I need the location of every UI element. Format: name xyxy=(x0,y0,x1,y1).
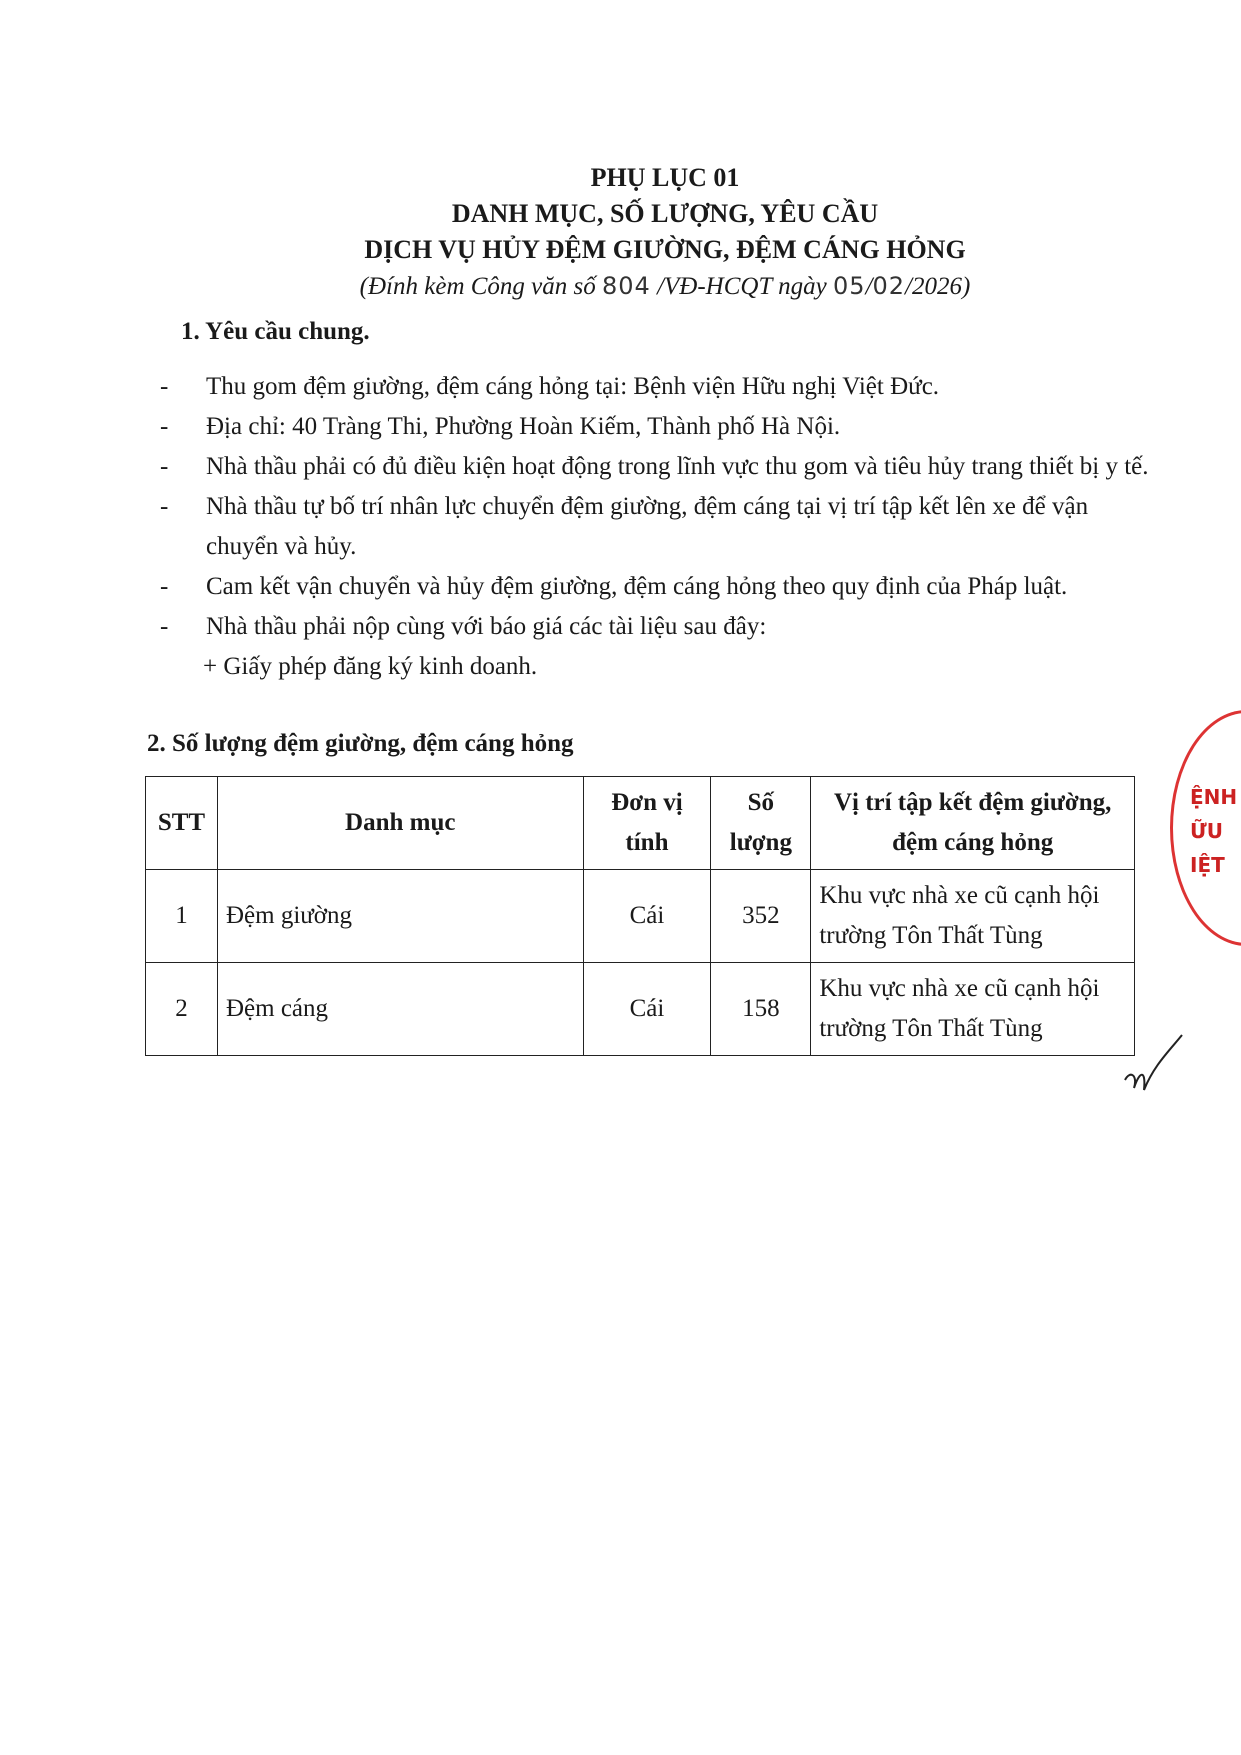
list-item: - Nhà thầu phải có đủ điều kiện hoạt động trong lĩnh vực thu gom và tiêu hủy trang thiết bị y tế. xyxy=(160,453,1149,480)
list-item: - Nhà thầu tự bố trí nhân lực chuyển đệm giường, đệm cáng tại vị trí tập kết lên xe để vận chuyển và hủy. xyxy=(160,493,1089,560)
doc-year: /2026) xyxy=(905,273,971,300)
cell-unit: Cái xyxy=(583,963,711,1056)
cell-location: Khu vực nhà xe cũ cạnh hội trường Tôn Thất Tùng xyxy=(811,870,1135,963)
table-row xyxy=(146,963,1135,1056)
header-quantity: Số lượng xyxy=(711,777,811,870)
cell-stt: 1 xyxy=(146,870,218,963)
requirements-list xyxy=(160,367,1160,687)
cell-qty: 158 xyxy=(711,963,811,1056)
cell-location: Khu vực nhà xe cũ cạnh hội trường Tôn Thất Tùng xyxy=(811,963,1135,1056)
cell-stt: 2 xyxy=(146,963,218,1056)
cell-name: Đệm giường xyxy=(217,870,583,963)
signature-icon xyxy=(1120,1030,1190,1100)
header-unit: Đơn vị tính xyxy=(583,777,711,870)
sub-item: + Giấy phép đăng ký kinh doanh. xyxy=(203,653,538,680)
list-item: - Nhà thầu phải nộp cùng với báo giá các tài liệu sau đây: xyxy=(160,613,767,640)
table-header-row xyxy=(146,777,1135,870)
section1-heading: 1. Yêu cầu chung. xyxy=(181,318,370,345)
list-item: - Thu gom đệm giường, đệm cáng hỏng tại: Bệnh viện Hữu nghị Việt Đức. xyxy=(160,373,940,400)
doc-number: 804 xyxy=(602,272,651,300)
title-block xyxy=(160,160,1170,305)
attach-prefix: (Đính kèm Công văn số xyxy=(359,273,596,300)
cell-qty: 352 xyxy=(711,870,811,963)
header-stt: STT xyxy=(146,777,218,870)
header-location: Vị trí tập kết đệm giường, đệm cáng hỏng xyxy=(811,777,1135,870)
appendix-title: PHỤ LỤC 01 xyxy=(590,163,740,192)
cell-name: Đệm cáng xyxy=(217,963,583,1056)
doc-code: /VĐ-HCQT ngày xyxy=(657,273,827,300)
stamp-text: ỆNH ỮU IỆT xyxy=(1190,785,1238,877)
doc-day: 05 xyxy=(833,272,866,300)
section2-heading: 2. Số lượng đệm giường, đệm cáng hỏng xyxy=(147,730,574,757)
list-item: - Cam kết vận chuyển và hủy đệm giường, đệm cáng hỏng theo quy định của Pháp luật. xyxy=(160,573,1068,600)
red-stamp xyxy=(1170,710,1241,940)
title-line-2: DANH MỤC, SỐ LƯỢNG, YÊU CẦU xyxy=(451,199,879,228)
header-category: Danh mục xyxy=(217,777,583,870)
title-line-3: DỊCH VỤ HỦY ĐỆM GIƯỜNG, ĐỆM CÁNG HỎNG xyxy=(364,235,966,264)
table-row xyxy=(146,870,1135,963)
attachment-note: (Đính kèm Công văn số 804 /VĐ-HCQT ngày 05/02/2026) xyxy=(359,272,971,300)
doc-month: 02 xyxy=(872,272,906,300)
cell-unit: Cái xyxy=(583,870,711,963)
list-item: - Địa chỉ: 40 Tràng Thi, Phường Hoàn Kiếm, Thành phố Hà Nội. xyxy=(160,413,841,440)
quantity-table xyxy=(145,776,1135,1056)
